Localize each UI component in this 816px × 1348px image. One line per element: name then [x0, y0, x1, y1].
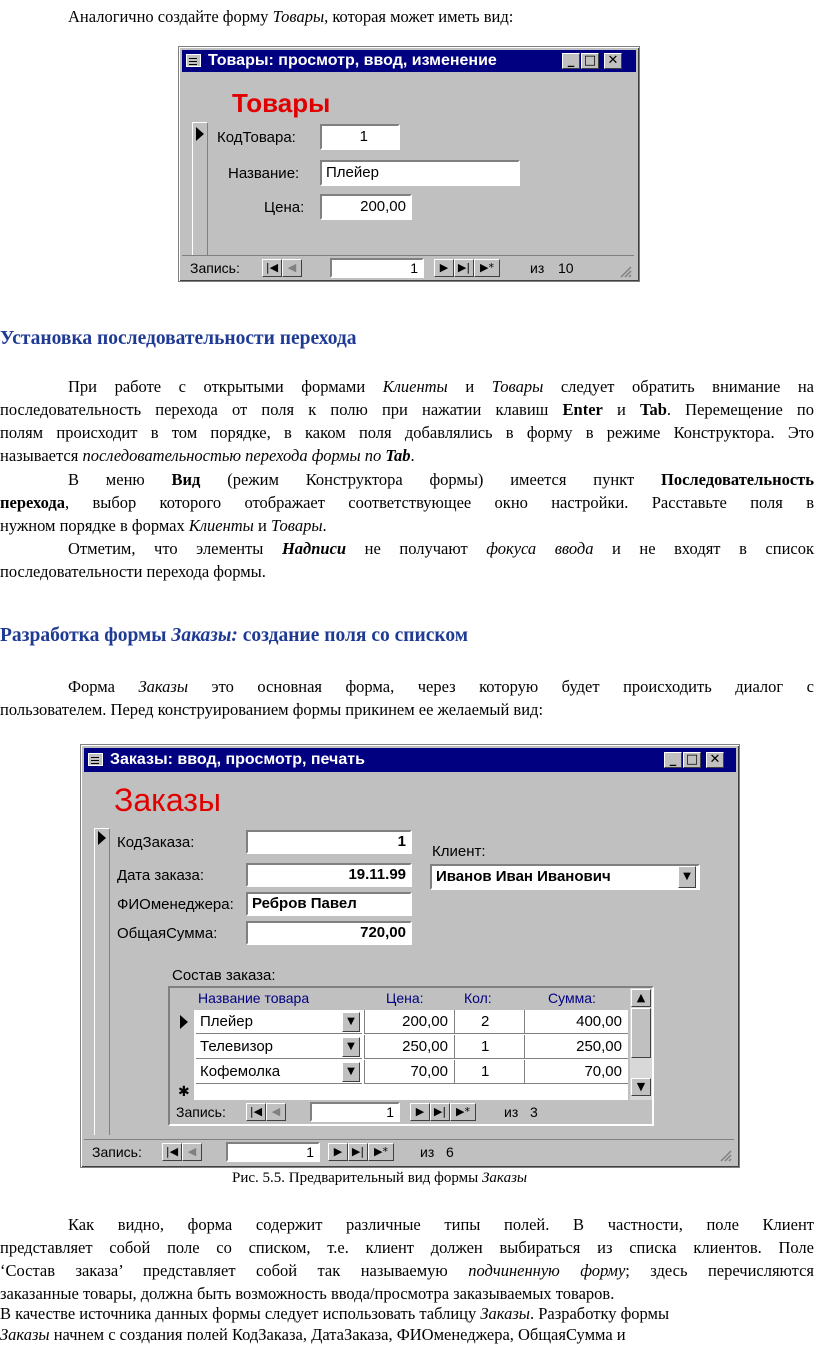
record-number-field[interactable]: 1	[330, 258, 424, 278]
paragraph-line: последовательности перехода формы.	[0, 562, 266, 581]
figure-caption: Рис. 5.5. Предварительный вид формы Заказы	[232, 1170, 528, 1186]
form-body	[84, 772, 736, 1134]
window-title: Товары: просмотр, ввод, изменение	[208, 52, 497, 69]
scroll-down-button[interactable]: ▼	[631, 1078, 651, 1096]
zakazy-window	[80, 744, 740, 1168]
title-bar	[182, 50, 636, 72]
record-selector[interactable]	[94, 828, 110, 1135]
sostav-zakaza-label: Состав заказа:	[172, 967, 276, 984]
section-heading-orders-form: Разработка формы Заказы: создание поля со списком	[0, 625, 469, 646]
subform-record-navigation	[170, 1102, 652, 1124]
paragraph-line: ‘Состав заказа’ представляет собой так называемую подчиненную форму; здесь перечисляются	[0, 1261, 814, 1280]
record-selector[interactable]	[192, 122, 208, 255]
first-record-button[interactable]: |◀	[262, 259, 282, 277]
row-dropdown-button[interactable]: ▼	[342, 1012, 360, 1032]
table-row-sum[interactable]: 70,00	[524, 1060, 628, 1084]
paragraph-line: При работе с открытыми формами Клиенты и Товары следует обратить внимание на	[68, 377, 814, 396]
table-row-sum[interactable]: 250,00	[524, 1035, 628, 1059]
nav-label: Запись:	[92, 1144, 142, 1160]
paragraph-line: пользователем. Перед конструированием формы прикинем ее желаемый вид:	[0, 700, 544, 719]
new-record-button[interactable]: ▶*	[450, 1103, 476, 1121]
first-record-button[interactable]: |◀	[162, 1143, 182, 1161]
subform-grid	[170, 1010, 628, 1100]
table-row-name[interactable]: Телевизор	[196, 1035, 362, 1059]
kodzakaza-label: КодЗаказа:	[117, 834, 195, 851]
system-menu-icon[interactable]	[186, 54, 201, 67]
title-bar	[84, 748, 736, 772]
minimize-button[interactable]: _	[664, 752, 682, 768]
new-record-button[interactable]: ▶*	[368, 1143, 394, 1161]
cena-field[interactable]: 200,00	[320, 194, 412, 220]
klient-label: Клиент:	[432, 843, 486, 860]
system-menu-icon[interactable]	[88, 753, 103, 766]
row-dropdown-button[interactable]: ▼	[342, 1037, 360, 1057]
form-body	[182, 72, 636, 252]
table-row-name[interactable]: Плейер	[196, 1010, 362, 1034]
klient-combobox[interactable]: Иванов Иван Иванович	[430, 864, 700, 890]
scroll-thumb[interactable]	[631, 1008, 651, 1058]
kodzakaza-field[interactable]: 1	[246, 830, 412, 854]
paragraph-line: перехода, выбор которого отображает соответствующее окно настройки. Расставьте поля в	[0, 493, 814, 512]
nav-label: Запись:	[190, 260, 240, 276]
prev-record-button[interactable]: ◀	[266, 1103, 286, 1121]
section-heading-tab-order: Установка последовательности перехода	[0, 328, 357, 349]
table-row-price[interactable]: 200,00	[364, 1010, 454, 1034]
column-header-price: Цена:	[386, 988, 446, 1008]
row-dropdown-button[interactable]: ▼	[342, 1062, 360, 1082]
table-row-name[interactable]: Кофемолка	[196, 1060, 362, 1084]
nav-total: 10	[558, 260, 574, 276]
next-record-button[interactable]: ▶	[410, 1103, 430, 1121]
close-button[interactable]: ✕	[604, 53, 622, 69]
tovary-window	[178, 46, 640, 282]
kodtovara-field[interactable]: 1	[320, 124, 400, 150]
paragraph-line: Отметим, что элементы Надписи не получают фокуса ввода и не входят в список	[68, 539, 815, 558]
record-number-field[interactable]: 1	[310, 1102, 400, 1122]
nav-of-label: из	[420, 1144, 435, 1160]
form-title: Товары	[232, 88, 331, 118]
paragraph-line: называется последовательностью перехода формы по Tab.	[0, 446, 415, 465]
last-record-button[interactable]: ▶|	[430, 1103, 450, 1121]
column-header-name: Название товара	[198, 988, 358, 1008]
window-title: Заказы: ввод, просмотр, печать	[110, 751, 365, 768]
maximize-button[interactable]: □	[683, 752, 701, 768]
form-title: Заказы	[114, 782, 221, 818]
last-record-button[interactable]: ▶|	[454, 259, 474, 277]
nav-label: Запись:	[176, 1104, 226, 1120]
nav-of-label: из	[530, 260, 545, 276]
resize-grip-icon[interactable]	[620, 266, 632, 278]
next-record-button[interactable]: ▶	[328, 1143, 348, 1161]
nav-total: 6	[446, 1144, 454, 1160]
new-record-button[interactable]: ▶*	[474, 259, 500, 277]
nazvanie-field[interactable]: Плейер	[320, 160, 520, 186]
new-row-marker-icon: ✱	[178, 1084, 190, 1100]
minimize-button[interactable]: _	[562, 53, 580, 69]
table-row-qty[interactable]: 1	[454, 1060, 524, 1084]
current-record-arrow-icon	[196, 127, 204, 141]
fio-menedzhera-label: ФИОменеджера:	[117, 896, 234, 913]
obshchaya-summa-field[interactable]: 720,00	[246, 921, 412, 945]
paragraph-line: Форма Заказы это основная форма, через которую будет происходить диалог с	[68, 677, 814, 696]
intro-line: Аналогично создайте форму Товары, которая может иметь вид:	[68, 7, 514, 26]
prev-record-button[interactable]: ◀	[282, 259, 302, 277]
paragraph-line: В качестве источника данных формы следует использовать таблицу Заказы. Разработку формы	[0, 1304, 670, 1323]
table-row-sum[interactable]: 400,00	[524, 1010, 628, 1034]
current-row-arrow-icon	[180, 1015, 188, 1029]
paragraph-line: представляет собой поле со списком, т.е. клиент должен выбираться из списка клиентов. Поле	[0, 1238, 814, 1257]
nazvanie-label: Название:	[228, 165, 300, 182]
paragraph-line: последовательность перехода от поля к полю при нажатии клавиш Enter и Tab. Перемещение по	[0, 400, 814, 419]
paragraph-line: В меню Вид (режим Конструктора формы) имеется пункт Последовательность	[68, 470, 815, 489]
table-row-price[interactable]: 70,00	[364, 1060, 454, 1084]
sostav-zakaza-subform	[168, 986, 654, 1126]
first-record-button[interactable]: |◀	[246, 1103, 266, 1121]
subform-scrollbar[interactable]	[630, 988, 652, 1100]
maximize-button[interactable]: □	[581, 53, 599, 69]
nav-of-label: из	[504, 1104, 519, 1120]
paragraph-line: Заказы начнем с создания полей КодЗаказа, ДатаЗаказа, ФИОменеджера, ОбщаяСумма и	[0, 1325, 626, 1344]
paragraph-line: нужном порядке в формах Клиенты и Товары.	[0, 516, 327, 535]
table-row-qty[interactable]: 2	[454, 1010, 524, 1034]
nav-total: 3	[530, 1104, 538, 1120]
paragraph-line: Как видно, форма содержит различные типы полей. В частности, поле Клиент	[68, 1215, 814, 1234]
obshchaya-summa-label: ОбщаяСумма:	[117, 925, 218, 942]
record-navigation	[84, 1139, 734, 1164]
paragraph-line: полям происходит в том порядке, в каком поля добавлялись в форму в режиме Конструктора. Это	[0, 423, 814, 442]
cena-label: Цена:	[264, 199, 305, 216]
fio-menedzhera-field[interactable]: Ребров Павел	[246, 892, 412, 916]
data-zakaza-field[interactable]: 19.11.99	[246, 863, 412, 887]
column-header-qty: Кол:	[464, 988, 504, 1008]
paragraph-line: заказанные товары, должна быть возможность ввода/просмотра заказываемых товаров.	[0, 1284, 615, 1303]
table-row-price[interactable]: 250,00	[364, 1035, 454, 1059]
data-zakaza-label: Дата заказа:	[117, 867, 205, 884]
prev-record-button[interactable]: ◀	[182, 1143, 202, 1161]
record-number-field[interactable]: 1	[226, 1142, 320, 1162]
column-header-sum: Сумма:	[548, 988, 628, 1008]
last-record-button[interactable]: ▶|	[348, 1143, 368, 1161]
scroll-up-button[interactable]: ▲	[631, 989, 651, 1007]
current-record-arrow-icon	[98, 831, 106, 845]
table-row-qty[interactable]: 1	[454, 1035, 524, 1059]
kodtovara-label: КодТовара:	[217, 129, 296, 146]
close-button[interactable]: ✕	[706, 752, 724, 768]
next-record-button[interactable]: ▶	[434, 259, 454, 277]
record-navigation	[182, 255, 634, 280]
klient-dropdown-button[interactable]: ▼	[678, 866, 696, 888]
resize-grip-icon[interactable]	[720, 1150, 732, 1162]
